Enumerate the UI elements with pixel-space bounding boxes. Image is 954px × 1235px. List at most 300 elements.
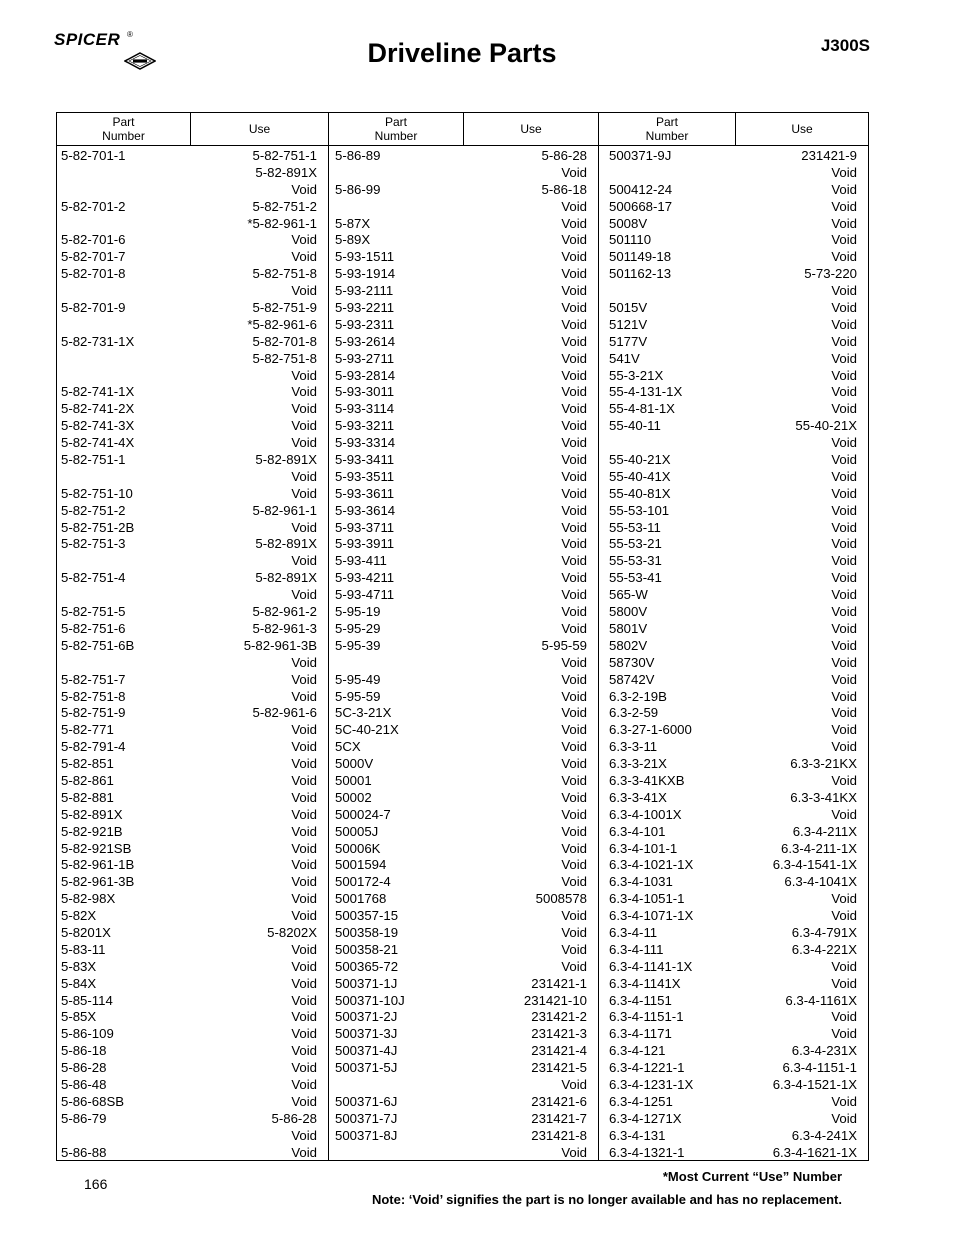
table-row xyxy=(57,1077,328,1094)
use-cell: Void xyxy=(561,705,587,721)
use-cell: Void xyxy=(291,587,317,603)
table-row xyxy=(57,232,328,249)
use-cell: 231421-5 xyxy=(531,1060,587,1076)
part-number-cell: 5-82-701-8 xyxy=(61,266,126,282)
table-row xyxy=(57,959,328,976)
table-row xyxy=(605,266,868,283)
table-row xyxy=(57,570,328,587)
use-cell: 5-73-220 xyxy=(804,266,857,282)
part-number-cell: 5-82-751-5 xyxy=(61,604,126,620)
part-number-cell: 50005J xyxy=(335,823,379,839)
part-number-cell: 5-82-771 xyxy=(61,722,114,738)
use-cell: 6.3-4-211-1X xyxy=(781,840,857,856)
table-row xyxy=(331,689,598,706)
part-number-cell: 5-82-731-1X xyxy=(61,333,135,349)
table-row xyxy=(331,300,598,317)
use-cell: 5-82-891X xyxy=(255,452,317,468)
use-cell: Void xyxy=(561,772,587,788)
part-number-cell: 6.3-3-41KXB xyxy=(609,772,685,788)
use-cell: 5-86-18 xyxy=(541,181,587,197)
part-number-cell xyxy=(57,165,61,182)
use-cell: Void xyxy=(561,756,587,772)
part-number-cell: 501110 xyxy=(609,232,652,248)
column-divider xyxy=(328,145,329,1160)
part-number-cell: 5-82-751-6 xyxy=(61,620,126,636)
part-number-cell: 55-4-131-1X xyxy=(609,384,683,400)
part-number-cell: 5-86-68SB xyxy=(61,1093,125,1109)
table-row xyxy=(331,334,598,351)
table-row xyxy=(331,1043,598,1060)
part-number-cell: 5-93-3711 xyxy=(335,519,395,535)
part-number-cell: 6.3-4-1071-1X xyxy=(609,908,694,924)
table-row xyxy=(331,604,598,621)
part-number-cell xyxy=(57,655,61,672)
table-row xyxy=(331,216,598,233)
table-row xyxy=(331,1077,598,1094)
table-row xyxy=(331,165,598,182)
catalog-code: J300S xyxy=(820,36,870,55)
void-note: Note: ‘Void’ signifies the part is no longer available and has no replacement. xyxy=(371,1192,842,1207)
use-cell: 6.3-4-231X xyxy=(791,1043,857,1059)
table-row xyxy=(605,452,868,469)
part-number-cell: 50006K xyxy=(335,840,381,856)
use-cell: Void xyxy=(831,654,857,670)
part-number-cell: 500412-24 xyxy=(609,181,673,197)
part-number-cell: 5000V xyxy=(335,756,374,772)
part-number-cell: 5-85-114 xyxy=(61,992,113,1008)
part-number-cell xyxy=(331,165,335,182)
table-row xyxy=(57,874,328,891)
part-number-cell: 5-83-11 xyxy=(61,941,106,957)
part-number-cell: 5-82-741-3X xyxy=(61,418,135,434)
table-row xyxy=(331,621,598,638)
use-cell: Void xyxy=(831,772,857,788)
part-number-cell: 5-82-741-1X xyxy=(61,384,135,400)
use-cell: 5-82-751-9 xyxy=(252,300,317,316)
use-cell: 6.3-4-241X xyxy=(791,1127,857,1143)
table-row xyxy=(605,418,868,435)
table-row xyxy=(331,739,598,756)
page-number: 166 xyxy=(84,1176,108,1192)
use-cell: 5-8202X xyxy=(267,924,317,940)
part-number-cell: 5177V xyxy=(609,333,648,349)
header-part-number-1 xyxy=(57,113,191,145)
use-cell: Void xyxy=(831,350,857,366)
part-number-cell: 6.3-4-1151 xyxy=(609,992,672,1008)
part-number-cell: 5-86-18 xyxy=(61,1043,107,1059)
table-row xyxy=(331,283,598,300)
part-number-cell: 5-93-3614 xyxy=(335,502,396,518)
part-number-cell: 6.3-4-1051-1 xyxy=(609,891,685,907)
use-cell: Void xyxy=(291,688,317,704)
table-row xyxy=(331,317,598,334)
table-row xyxy=(57,993,328,1010)
use-cell: Void xyxy=(831,367,857,383)
table-row xyxy=(331,452,598,469)
use-cell: Void xyxy=(291,806,317,822)
table-row xyxy=(605,334,868,351)
table-row xyxy=(605,216,868,233)
use-cell: Void xyxy=(291,401,317,417)
use-cell: 5-82-751-8 xyxy=(252,350,317,366)
table-row xyxy=(605,604,868,621)
part-number-cell: 5-82-751-6B xyxy=(61,637,135,653)
part-number-cell: 6.3-4-1031 xyxy=(609,874,673,890)
use-cell: Void xyxy=(291,553,317,569)
use-cell: Void xyxy=(291,789,317,805)
table-row xyxy=(331,841,598,858)
part-number-cell: 5-82X xyxy=(61,908,97,924)
table-row xyxy=(331,182,598,199)
part-number-cell: 500358-21 xyxy=(335,941,399,957)
part-number-cell: 5-95-59 xyxy=(335,688,381,704)
table-row xyxy=(605,469,868,486)
use-cell: Void xyxy=(561,468,587,484)
table-row xyxy=(331,368,598,385)
use-cell: Void xyxy=(291,1144,317,1160)
part-number-cell: 6.3-4-1141-1X xyxy=(609,958,693,974)
table-row xyxy=(605,790,868,807)
part-number-cell: 5-86-99 xyxy=(335,181,381,197)
part-number-cell: 500357-15 xyxy=(335,908,399,924)
use-cell: Void xyxy=(561,874,587,890)
use-cell: Void xyxy=(831,806,857,822)
part-number-cell xyxy=(605,165,609,182)
part-number-cell: 55-53-11 xyxy=(609,519,661,535)
use-cell: Void xyxy=(831,1009,857,1025)
use-cell: 5-82-891X xyxy=(255,536,317,552)
use-cell: 5-82-891X xyxy=(255,570,317,586)
part-number-cell: 6.3-2-59 xyxy=(609,705,659,721)
table-row xyxy=(57,1128,328,1145)
use-cell: Void xyxy=(831,502,857,518)
table-row xyxy=(57,689,328,706)
use-cell: Void xyxy=(561,401,587,417)
table-row xyxy=(57,401,328,418)
part-number-cell: 500371-7J xyxy=(335,1110,398,1126)
use-cell: Void xyxy=(831,975,857,991)
use-cell: Void xyxy=(561,316,587,332)
part-number-cell: 500371-1J xyxy=(335,975,398,991)
part-number-cell: 5-82-961-3B xyxy=(61,874,135,890)
table-row xyxy=(331,908,598,925)
use-cell: Void xyxy=(831,908,857,924)
part-number-cell: 500371-9J xyxy=(609,148,672,163)
table-row xyxy=(605,1060,868,1077)
table-row xyxy=(605,553,868,570)
use-cell: Void xyxy=(291,1060,317,1076)
use-cell: Void xyxy=(561,384,587,400)
use-cell: *5-82-961-6 xyxy=(247,316,317,332)
part-number-cell: 5-93-3114 xyxy=(335,401,395,417)
use-cell: Void xyxy=(831,1093,857,1109)
table-row xyxy=(331,925,598,942)
part-number-cell: 5-82-751-1 xyxy=(61,452,126,468)
use-cell: Void xyxy=(831,637,857,653)
part-number-cell: 5-82-751-10 xyxy=(61,485,133,501)
use-cell: Void xyxy=(831,333,857,349)
use-cell: Void xyxy=(291,418,317,434)
part-number-cell: 55-40-21X xyxy=(609,452,671,468)
part-number-cell: 5800V xyxy=(609,604,648,620)
header-use-label: Use xyxy=(520,122,542,136)
use-cell: Void xyxy=(291,671,317,687)
table-row xyxy=(605,1077,868,1094)
part-number-cell: 5-82-751-2 xyxy=(61,502,126,518)
part-number-cell: 5-93-2311 xyxy=(335,316,395,332)
part-number-cell xyxy=(57,317,61,334)
table-row xyxy=(331,503,598,520)
part-number-cell: 5-82-891X xyxy=(61,806,123,822)
part-number-cell: 5-95-49 xyxy=(335,671,381,687)
table-row xyxy=(57,942,328,959)
table-row xyxy=(57,199,328,216)
use-cell: 5-82-961-2 xyxy=(252,604,317,620)
part-number-cell: 5-85X xyxy=(61,1009,97,1025)
use-cell: Void xyxy=(561,198,587,214)
part-number-cell: 5-93-4711 xyxy=(335,587,395,603)
use-cell: Void xyxy=(831,553,857,569)
table-row xyxy=(331,1009,598,1026)
table-row xyxy=(331,266,598,283)
use-cell: 231421-9 xyxy=(801,148,857,163)
use-cell: Void xyxy=(561,519,587,535)
use-cell: Void xyxy=(561,688,587,704)
use-cell: 231421-6 xyxy=(531,1093,587,1109)
table-row xyxy=(331,570,598,587)
table-row xyxy=(605,503,868,520)
part-number-cell: 5-95-29 xyxy=(335,620,381,636)
part-number-cell: 6.3-4-1221-1 xyxy=(609,1060,685,1076)
part-number-cell: 500371-3J xyxy=(335,1026,398,1042)
part-number-cell: 5-82-751-9 xyxy=(61,705,126,721)
table-row xyxy=(57,891,328,908)
header-use-1 xyxy=(191,113,329,145)
table-row xyxy=(331,705,598,722)
use-cell: Void xyxy=(561,908,587,924)
table-row xyxy=(605,232,868,249)
table-row xyxy=(605,249,868,266)
use-cell: Void xyxy=(831,620,857,636)
table-row xyxy=(57,1060,328,1077)
part-number-cell xyxy=(331,199,335,216)
part-number-cell: 55-40-41X xyxy=(609,468,671,484)
part-number-cell: 5-82-881 xyxy=(61,789,114,805)
part-number-cell: 5-86-109 xyxy=(61,1026,114,1042)
part-number-cell: 5CX xyxy=(335,739,361,755)
use-cell: Void xyxy=(561,1076,587,1092)
part-number-cell: 5-95-19 xyxy=(335,604,381,620)
header-use-label: Use xyxy=(791,122,813,136)
use-cell: Void xyxy=(831,401,857,417)
table-row xyxy=(57,283,328,300)
table-row xyxy=(605,773,868,790)
use-cell: Void xyxy=(831,739,857,755)
table-row xyxy=(331,672,598,689)
part-number-cell: 5-82-751-4 xyxy=(61,570,126,586)
part-number-cell: 50001 xyxy=(335,772,372,788)
table-row xyxy=(605,165,868,182)
use-cell: 5-86-28 xyxy=(541,148,587,163)
table-column-1 xyxy=(57,148,328,1161)
brand-name: SPICER xyxy=(54,30,121,49)
table-row xyxy=(605,199,868,216)
use-cell: Void xyxy=(831,283,857,299)
table-row xyxy=(605,874,868,891)
use-cell: Void xyxy=(561,232,587,248)
use-cell: Void xyxy=(831,316,857,332)
part-number-cell: 5-93-3611 xyxy=(335,485,395,501)
use-cell: 5-82-961-3B xyxy=(243,637,317,653)
header-use-2 xyxy=(464,113,599,145)
part-number-cell: 5-82-961-1B xyxy=(61,857,135,873)
table-row xyxy=(57,469,328,486)
use-cell: Void xyxy=(561,418,587,434)
use-cell: Void xyxy=(561,502,587,518)
use-cell: Void xyxy=(831,300,857,316)
part-number-cell: 55-53-21 xyxy=(609,536,662,552)
use-cell: Void xyxy=(291,468,317,484)
part-number-cell: 5-82-751-8 xyxy=(61,688,126,704)
use-cell: 6.3-3-41KX xyxy=(790,789,857,805)
use-cell: Void xyxy=(291,772,317,788)
part-number-cell: 5001768 xyxy=(335,891,387,907)
column-divider xyxy=(598,145,599,1160)
part-number-cell: 6.3-4-1251 xyxy=(609,1093,673,1109)
part-number-cell: 500371-10J xyxy=(335,992,405,1008)
use-cell: Void xyxy=(831,181,857,197)
use-cell: Void xyxy=(561,823,587,839)
table-row xyxy=(605,824,868,841)
part-number-cell: 5-93-3211 xyxy=(335,418,395,434)
table-row xyxy=(605,722,868,739)
part-number-cell: 6.3-4-1171 xyxy=(609,1026,672,1042)
part-number-cell: 5-93-2211 xyxy=(335,300,395,316)
table-row xyxy=(57,790,328,807)
table-row xyxy=(605,655,868,672)
use-cell: 5-82-751-1 xyxy=(252,148,317,163)
part-number-cell xyxy=(605,435,609,452)
part-number-cell: 565-W xyxy=(609,587,648,603)
table-row xyxy=(331,148,598,165)
part-number-cell: 5-82-701-6 xyxy=(61,232,126,248)
use-cell: Void xyxy=(831,958,857,974)
table-row xyxy=(57,553,328,570)
table-row xyxy=(605,942,868,959)
table-row xyxy=(605,959,868,976)
part-number-cell: 500371-6J xyxy=(335,1093,398,1109)
use-cell: Void xyxy=(561,806,587,822)
part-number-cell xyxy=(57,1128,61,1145)
table-row xyxy=(331,722,598,739)
table-row xyxy=(57,1111,328,1128)
use-cell: 5-82-961-6 xyxy=(252,705,317,721)
use-cell: Void xyxy=(831,1026,857,1042)
table-row xyxy=(605,283,868,300)
part-number-cell: 5-93-3411 xyxy=(335,452,395,468)
part-number-cell: 5-82-701-9 xyxy=(61,300,126,316)
part-number-cell: 5-93-3511 xyxy=(335,468,395,484)
use-cell: Void xyxy=(291,908,317,924)
table-row xyxy=(331,790,598,807)
use-cell: Void xyxy=(831,604,857,620)
table-row xyxy=(331,435,598,452)
table-row xyxy=(331,486,598,503)
table-row xyxy=(57,351,328,368)
table-row xyxy=(57,317,328,334)
table-row xyxy=(605,401,868,418)
use-cell: 6.3-4-791X xyxy=(791,924,857,940)
part-number-cell: 5-93-2814 xyxy=(335,367,396,383)
table-row xyxy=(605,1043,868,1060)
use-cell: Void xyxy=(291,975,317,991)
use-cell: Void xyxy=(831,249,857,265)
part-number-cell: 500358-19 xyxy=(335,924,399,940)
use-cell: 5-86-28 xyxy=(271,1110,317,1126)
use-cell: *5-82-961-1 xyxy=(247,215,317,231)
table-row xyxy=(331,1145,598,1162)
table-row xyxy=(57,165,328,182)
part-number-cell: 5-82-921SB xyxy=(61,840,132,856)
table-row xyxy=(57,182,328,199)
part-number-cell: 55-3-21X xyxy=(609,367,664,383)
part-number-cell: 5-84X xyxy=(61,975,97,991)
table-row xyxy=(605,756,868,773)
table-row xyxy=(57,266,328,283)
part-number-cell: 6.3-4-1001X xyxy=(609,806,682,822)
part-number-cell: 5-93-3011 xyxy=(335,384,395,400)
table-row xyxy=(331,891,598,908)
table-row xyxy=(605,570,868,587)
header-part-label: Part Number xyxy=(645,115,689,143)
use-cell: 6.3-4-1161X xyxy=(785,992,857,1008)
part-number-cell: 6.3-4-121 xyxy=(609,1043,666,1059)
use-cell: 6.3-4-1541-1X xyxy=(772,857,857,873)
table-row xyxy=(605,587,868,604)
table-row xyxy=(605,857,868,874)
use-cell: Void xyxy=(561,249,587,265)
use-cell: Void xyxy=(291,941,317,957)
use-cell: Void xyxy=(561,283,587,299)
use-cell: Void xyxy=(561,367,587,383)
part-number-cell: 6.3-3-41X xyxy=(609,789,667,805)
table-row xyxy=(331,807,598,824)
use-cell: Void xyxy=(831,891,857,907)
part-number-cell: 5-93-1511 xyxy=(335,249,395,265)
use-cell: Void xyxy=(291,722,317,738)
parts-table xyxy=(56,112,869,1161)
use-cell: Void xyxy=(831,215,857,231)
table-row xyxy=(605,925,868,942)
table-row xyxy=(605,908,868,925)
part-number-cell: 5-93-411 xyxy=(335,553,387,569)
use-cell: Void xyxy=(561,164,587,180)
use-cell: Void xyxy=(561,553,587,569)
table-row xyxy=(57,334,328,351)
use-cell: Void xyxy=(831,705,857,721)
part-number-cell: 500668-17 xyxy=(609,198,673,214)
table-row xyxy=(57,536,328,553)
part-number-cell: 500371-5J xyxy=(335,1060,398,1076)
part-number-cell xyxy=(57,283,61,300)
table-row xyxy=(605,317,868,334)
table-row xyxy=(57,384,328,401)
part-number-cell: 5-82-791-4 xyxy=(61,739,126,755)
part-number-cell: 5-93-2111 xyxy=(335,283,394,299)
use-cell: Void xyxy=(831,198,857,214)
table-row xyxy=(605,1145,868,1162)
table-row xyxy=(331,857,598,874)
